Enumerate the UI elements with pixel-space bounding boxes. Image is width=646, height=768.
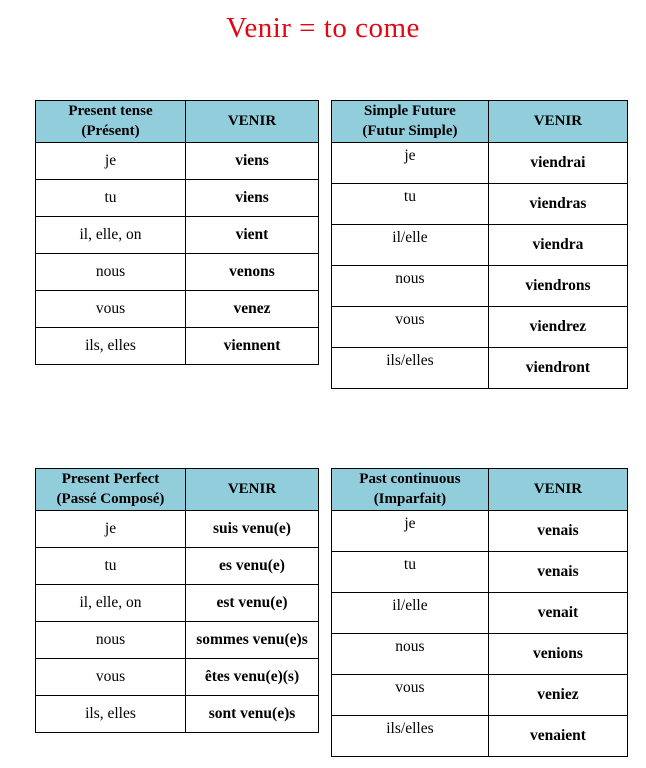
table-row [36,511,319,548]
form-cell: viendras [488,184,627,225]
tense-sub: (Futur Simple) [362,122,458,139]
pronoun-cell: nous [36,254,186,291]
table-row [36,291,319,328]
pronoun-cell: ils, elles [36,696,186,733]
present-tense-table [35,100,319,365]
pronoun-cell: ils/elles [332,348,489,389]
table-row [36,217,319,254]
table-row [332,593,628,634]
table-row [36,548,319,585]
table-row [332,184,628,225]
form-cell: es venu(e) [185,548,318,585]
past-continuous-table [331,468,628,757]
tense-name: Simple Future [364,103,456,119]
table-row [36,254,319,291]
tense-name: Past continuous [359,471,461,487]
table-row [36,622,319,659]
form-cell: viens [185,143,318,180]
table-header-row [36,469,319,511]
pronoun-cell: vous [332,675,489,716]
form-cell: sommes venu(e)s [185,622,318,659]
tense-name: Present Perfect [61,471,160,487]
tense-sub: (Présent) [81,122,140,139]
pronoun-cell: je [332,511,489,552]
form-cell: venions [488,634,627,675]
form-cell: viens [185,180,318,217]
form-cell: venez [185,291,318,328]
table-row [36,143,319,180]
table-row [332,266,628,307]
pronoun-cell: nous [36,622,186,659]
verb-header-cell: VENIR [185,469,318,511]
table-row [36,180,319,217]
pronoun-cell: il/elle [332,593,489,634]
table-row [332,307,628,348]
pronoun-cell: je [36,143,186,180]
form-cell: viendrons [488,266,627,307]
pronoun-cell: vous [36,659,186,696]
form-cell: viendront [488,348,627,389]
form-cell: venais [488,552,627,593]
table-header-row [332,101,628,143]
form-cell: êtes venu(e)(s) [185,659,318,696]
form-cell: vient [185,217,318,254]
form-cell: viennent [185,328,318,365]
tense-sub: (Imparfait) [373,490,447,507]
present-perfect-table [35,468,319,733]
pronoun-cell: je [36,511,186,548]
pronoun-cell: tu [36,180,186,217]
pronoun-cell: je [332,143,489,184]
tense-name: Present tense [68,103,153,119]
form-cell: viendrez [488,307,627,348]
table-row [36,328,319,365]
pronoun-cell: ils/elles [332,716,489,757]
tense-sub: (Passé Composé) [56,490,165,507]
verb-header-cell: VENIR [488,469,627,511]
verb-header-cell: VENIR [185,101,318,143]
tense-header-cell [332,101,489,143]
table-row [332,143,628,184]
form-cell: venons [185,254,318,291]
form-cell: venaient [488,716,627,757]
page-title: Venir = to come [226,12,420,44]
form-cell: sont venu(e)s [185,696,318,733]
form-cell: est venu(e) [185,585,318,622]
pronoun-cell: il, elle, on [36,585,186,622]
table-row [332,225,628,266]
tense-header-cell [36,101,186,143]
form-cell: viendra [488,225,627,266]
table-row [332,511,628,552]
table-row [332,348,628,389]
table-row [36,585,319,622]
pronoun-cell: il/elle [332,225,489,266]
pronoun-cell: tu [332,184,489,225]
table-row [36,696,319,733]
table-header-row [332,469,628,511]
pronoun-cell: nous [332,634,489,675]
form-cell: suis venu(e) [185,511,318,548]
table-row [332,716,628,757]
pronoun-cell: ils, elles [36,328,186,365]
form-cell: viendrai [488,143,627,184]
form-cell: venais [488,511,627,552]
form-cell: veniez [488,675,627,716]
table-row [332,675,628,716]
simple-future-table [331,100,628,389]
pronoun-cell: il, elle, on [36,217,186,254]
tense-header-cell [332,469,489,511]
table-row [36,659,319,696]
pronoun-cell: tu [36,548,186,585]
tense-header-cell [36,469,186,511]
table-row [332,552,628,593]
table-header-row [36,101,319,143]
table-row [332,634,628,675]
pronoun-cell: vous [332,307,489,348]
pronoun-cell: tu [332,552,489,593]
pronoun-cell: nous [332,266,489,307]
form-cell: venait [488,593,627,634]
verb-header-cell: VENIR [488,101,627,143]
pronoun-cell: vous [36,291,186,328]
